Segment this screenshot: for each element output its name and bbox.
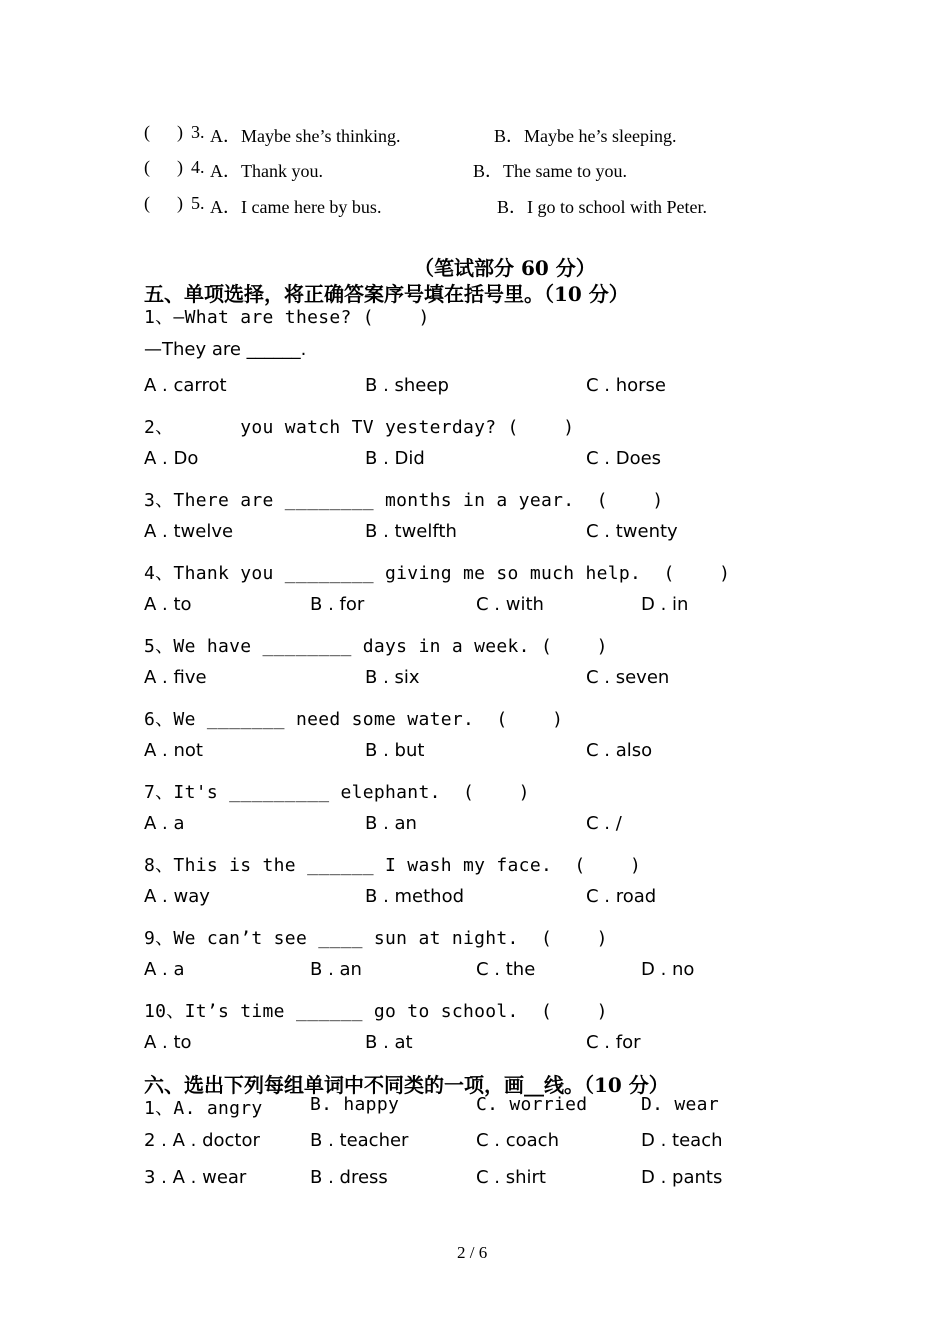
- listening-item: [0, 193, 950, 223]
- question-stem: [0, 413, 950, 443]
- stem-text: 8、This is the ______ I wash my face. ( ): [144, 855, 642, 876]
- stem-text: 10、It’s time ______ go to school. ( ): [144, 1001, 608, 1022]
- option[interactable]: C . horse: [586, 375, 667, 396]
- question-stem: [0, 486, 950, 516]
- option[interactable]: B . for: [310, 594, 365, 615]
- option[interactable]: D. wear: [641, 1094, 719, 1115]
- item-number: 3.: [191, 122, 205, 142]
- option[interactable]: 1、A. angry: [144, 1098, 263, 1119]
- option[interactable]: C . for: [586, 1032, 641, 1053]
- stem-text: 4、Thank you ________ giving me so much help. ( ): [144, 563, 731, 584]
- options-row: [0, 959, 950, 989]
- question-stem: [0, 339, 950, 369]
- options-row: [0, 594, 950, 624]
- option[interactable]: C . /: [586, 813, 622, 834]
- options-row: [0, 886, 950, 916]
- option[interactable]: A . a: [144, 813, 185, 834]
- option[interactable]: B . at: [365, 1032, 413, 1053]
- option[interactable]: A . Do: [144, 448, 199, 469]
- option[interactable]: A . carrot: [144, 375, 227, 396]
- listening-item: [0, 157, 950, 187]
- option[interactable]: C . coach: [476, 1130, 559, 1151]
- question-stem: [0, 303, 950, 333]
- option[interactable]: D . in: [641, 594, 689, 615]
- option[interactable]: B . Did: [365, 448, 425, 469]
- option[interactable]: C . seven: [586, 667, 670, 688]
- option[interactable]: A . to: [144, 594, 192, 615]
- option[interactable]: B . an: [365, 813, 417, 834]
- answer-bracket[interactable]: ( ): [144, 157, 183, 177]
- option-b: B．Maybe he’s sleeping.: [494, 126, 677, 146]
- option[interactable]: A . five: [144, 667, 207, 688]
- option[interactable]: D . pants: [641, 1167, 723, 1188]
- options-row: [0, 448, 950, 478]
- section6-title-text: 六、选出下列每组单词中不同类的一项，画__线。（10 分）: [144, 1073, 669, 1097]
- listening-item: [0, 122, 950, 152]
- option[interactable]: A . to: [144, 1032, 192, 1053]
- stem-text: 5、We have ________ days in a week. ( ): [144, 636, 608, 657]
- option[interactable]: C . twenty: [586, 521, 678, 542]
- item-number: 5.: [191, 193, 205, 213]
- question-stem: [0, 778, 950, 808]
- word-group-row: [0, 1167, 950, 1197]
- option-a: A．Thank you.: [210, 161, 323, 181]
- option[interactable]: B . an: [310, 959, 362, 980]
- stem-text: 6、We _______ need some water. ( ): [144, 709, 564, 730]
- option[interactable]: C . with: [476, 594, 544, 615]
- option[interactable]: 2 . A . doctor: [144, 1130, 260, 1151]
- stem-text: 3、There are ________ months in a year. ( ): [144, 490, 664, 511]
- page-number: [0, 1243, 950, 1273]
- option[interactable]: D . no: [641, 959, 695, 980]
- section5-title-text: 五、单项选择，将正确答案序号填在括号里。（10 分）: [144, 282, 629, 306]
- page-number-text: 2 / 6: [457, 1243, 488, 1262]
- answer-bracket[interactable]: ( ): [144, 122, 183, 142]
- question-stem: [0, 632, 950, 662]
- option[interactable]: B. happy: [310, 1094, 400, 1115]
- option[interactable]: A . a: [144, 959, 185, 980]
- stem-text: 2、 you watch TV yesterday? ( ): [144, 417, 575, 438]
- option[interactable]: A . not: [144, 740, 203, 761]
- word-group-row: [0, 1094, 950, 1124]
- word-group-row: [0, 1130, 950, 1160]
- option-b: B．I go to school with Peter.: [497, 197, 707, 217]
- stem-text: 9、We can’t see ____ sun at night. ( ): [144, 928, 608, 949]
- options-row: [0, 813, 950, 843]
- answer-bracket[interactable]: ( ): [144, 193, 183, 213]
- question-stem: [0, 851, 950, 881]
- option[interactable]: B . method: [365, 886, 465, 907]
- options-row: [0, 521, 950, 551]
- option-a: A．I came here by bus.: [210, 197, 382, 217]
- option[interactable]: C . road: [586, 886, 657, 907]
- options-row: [0, 375, 950, 405]
- stem-text: —They are ______.: [144, 339, 307, 360]
- option[interactable]: B . six: [365, 667, 420, 688]
- option[interactable]: A . twelve: [144, 521, 234, 542]
- option[interactable]: C . Does: [586, 448, 662, 469]
- question-stem: [0, 559, 950, 589]
- option[interactable]: B . twelfth: [365, 521, 457, 542]
- option[interactable]: B . sheep: [365, 375, 449, 396]
- option[interactable]: A . way: [144, 886, 210, 907]
- option[interactable]: B . dress: [310, 1167, 388, 1188]
- option-a: A．Maybe she’s thinking.: [210, 126, 401, 146]
- option[interactable]: C. worried: [476, 1094, 588, 1115]
- option[interactable]: C . also: [586, 740, 653, 761]
- written-title-text: （笔试部分 60 分）: [414, 256, 596, 280]
- stem-text: 7、It's _________ elephant. ( ): [144, 782, 530, 803]
- question-stem: [0, 924, 950, 954]
- option[interactable]: B . but: [365, 740, 425, 761]
- question-stem: [0, 705, 950, 735]
- option-b: B．The same to you.: [473, 161, 627, 181]
- options-row: [0, 740, 950, 770]
- option[interactable]: C . shirt: [476, 1167, 546, 1188]
- option[interactable]: 3 . A . wear: [144, 1167, 247, 1188]
- option[interactable]: D . teach: [641, 1130, 723, 1151]
- options-row: [0, 667, 950, 697]
- option[interactable]: B . teacher: [310, 1130, 409, 1151]
- option[interactable]: C . the: [476, 959, 536, 980]
- item-number: 4.: [191, 157, 205, 177]
- question-stem: [0, 997, 950, 1027]
- stem-text: 1、—What are these? ( ): [144, 307, 430, 328]
- options-row: [0, 1032, 950, 1062]
